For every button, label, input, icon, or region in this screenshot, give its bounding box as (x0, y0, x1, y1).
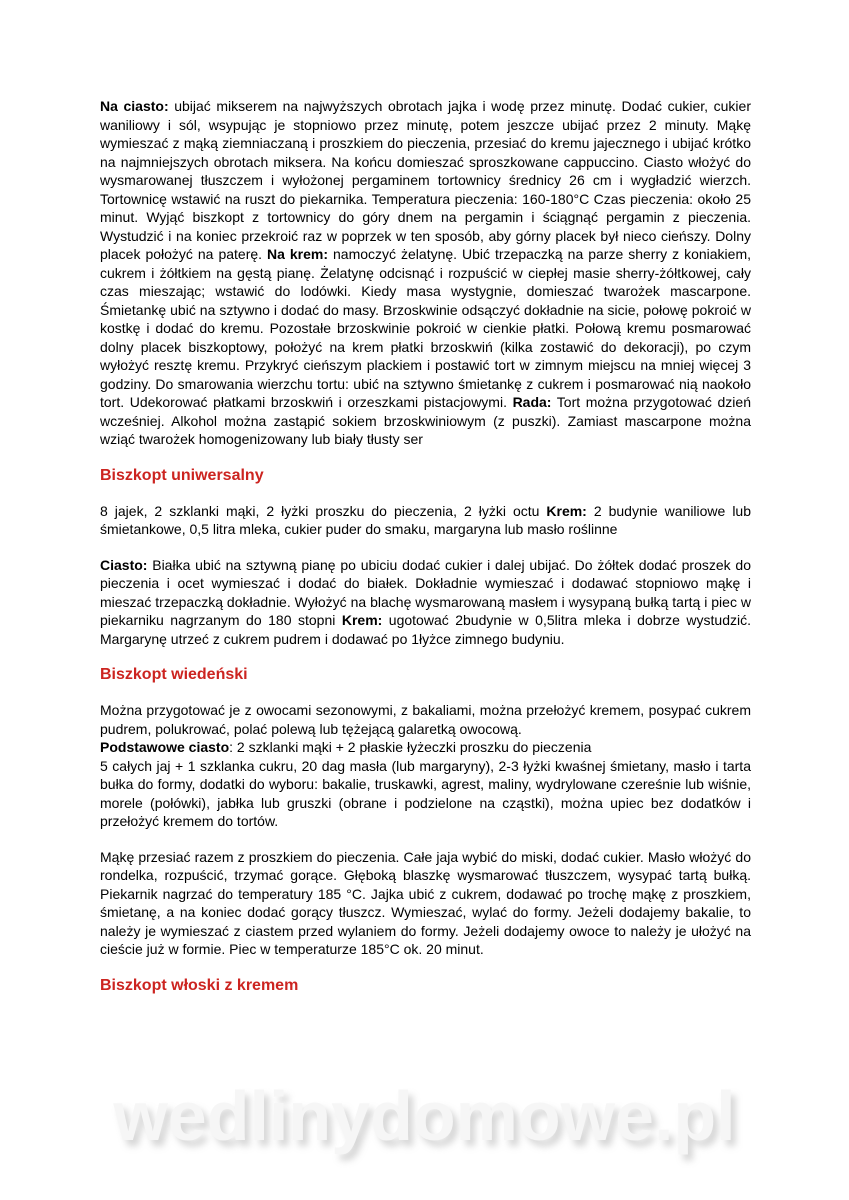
section-heading: Biszkopt włoski z kremem (100, 976, 299, 994)
text-run: 2 budynie waniliowe lub śmietankowe, 0,5 litra mleka, cukier puder do smaku, margaryna lub masło roślinne (100, 502, 751, 537)
bold-text-run: Na ciasto: (100, 98, 169, 114)
bold-text-run: Na krem: (267, 246, 329, 262)
text-run: Tort można przygotować dzień wcześniej. Alkohol można zastąpić sokiem brzoskwiniowym (z puszki). Zamiast mascarpone można wziąć twarożek homogenizowany lub biały tłusty ser (100, 394, 751, 447)
recipe-paragraph (100, 556, 751, 649)
text-run: : 2 szklanki mąki + 2 płaskie łyżeczki proszku do pieczenia (229, 739, 592, 755)
bold-text-run: Ciasto: (100, 556, 148, 573)
bold-text-run: Krem: (341, 612, 383, 628)
section-heading: Biszkopt uniwersalny (100, 466, 264, 484)
text-run: Można przygotować je z owocami sezonowymi, z bakaliami, można przełożyć kremem, posypać cukrem pudrem, polukrować, polać polewą lub tężejącą galaretką owocową. (100, 702, 751, 737)
watermark-text: wedlinydomowe.pl (113, 1077, 736, 1155)
bold-text-run: Krem: (546, 502, 587, 519)
recipe-paragraph (100, 97, 751, 449)
text-run: Białka ubić na sztywną pianę po ubiciu dodać cukier i dalej ubijać. Do żółtek dodać proszek do pieczenia i ocet wymieszać i dodać do białek. Dokładnie wymieszać i dodawać stopniowo mąkę i mieszać trzepaczką dokładnie. Wyłożyć na blachę wysmarowaną masłem i wysypaną bułką tartą i piec w piekarniku nagrzanym do 180 stopni (100, 556, 751, 628)
text-run: namoczyć żelatynę. Ubić trzepaczką na parze sherry z koniakiem, cukrem i żółtkiem na gęstą pianę. Żelatynę odcisnąć i rozpuścić w ciepłej masie sherry-żółtkowej, cały czas mieszając; wstawić do lodówki. Kiedy masa wystygnie, domieszać twarożek mascarpone. Śmietankę ubić na sztywno i dodać do masy. Brzoskwinie odsączyć dokładnie na sicie, połowę pokroić w kostkę i dodać do kremu. Pozostałe brzoskwinie pokroić w cienkie płatki. Połową kremu posmarować dolny placek biszkoptowy, położyć na krem płatki brzoskwiń (kilka zostawić do dekoracji), po czym wyłożyć resztę kremu. Przykryć cieńszym plackiem i postawić tort w zimnym miejscu na mniej więcej 3 godziny. Do smarowania wierzchu tortu: ubić na sztywno śmietankę z cukrem i posmarować nią naokoło tort. Udekorować płatkami brzoskwiń i orzeszkami pistacjowymi. (100, 246, 752, 410)
recipe-paragraph (100, 502, 751, 539)
text-run: 5 całych jaj + 1 szklanka cukru, 20 dag masła (lub margaryny), 2-3 łyżki kwaśnej śmietany, masło i tarta bułka do formy, dodatki do wyboru: bakalie, truskawki, agrest, maliny, wydrylowane czereśnie lub wiśnie, morele (połówki), jabłka lub gruszki (obrane i podzielone na cząstki), można upiec bez dodatków i przełożyć kremem do tortów. (100, 757, 751, 829)
recipe-paragraph (100, 701, 751, 831)
text-run: ugotować 2budynie w 0,5litra mleka i dobrze wystudzić. Margarynę utrzeć z cukrem pudrem i dodawać po 1łyżce zimnego budyniu. (100, 612, 751, 647)
recipe-paragraph (100, 848, 751, 959)
bold-text-run: Rada: (512, 394, 552, 410)
bold-text-run: Podstawowe ciasto (100, 739, 230, 755)
text-run: ubijać mikserem na najwyższych obrotach jajka i wodę przez minutę. Dodać cukier, cukier waniliowy i sól, wsypując je stopniowo przez minutę, potem jeszcze ubijać przez 2 minuty. Mąkę wymieszać z mąką ziemniaczaną i proszkiem do pieczenia, przesiać do kremu jajecznego i ubijać krótko na najmniejszych obrotach miksera. Na końcu domieszać sproszkowane cappuccino. Ciasto włożyć do wysmarowanej tłuszczem i wyłożonej pergaminem tortownicy średnicy 26 cm i wygładzić wierzch. Tortownicę wstawić na ruszt do piekarnika. Temperatura pieczenia: 160-180°C Czas pieczenia: około 25 minut. Wyjąć biszkopt z tortownicy do góry dnem na pergamin i ściągnąć pergamin z pieczenia. Wystudzić i na koniec przekroić raz w poprzek w ten sposób, aby górny placek był nieco cieńszy. Dolny placek położyć na paterę. (100, 98, 751, 262)
text-run: 8 jajek, 2 szklanki mąki, 2 łyżki proszku do pieczenia, 2 łyżki octu (100, 502, 547, 519)
text-run: Mąkę przesiać razem z proszkiem do pieczenia. Całe jaja wybić do miski, dodać cukier. Masło włożyć do rondelka, rozpuścić, trzymać gorące. Głęboką blaszkę wysmarować tłuszczem, wysypać tartą bułką. Piekarnik nagrzać do temperatury 185 °C. Jajka ubić z cukrem, dodawać po trochę mąkę z proszkiem, śmietanę, a na koniec dodać gorący tłuszcz. Wymieszać, wylać do formy. Jeżeli dodajemy bakalie, to należy je wymieszać z ciastem przed wylaniem do formy. Jeżeli dodajemy owoce to należy je ułożyć na cieście już w formie. Piec w temperaturze 185°C ok. 20 minut. (100, 848, 751, 957)
section-heading: Biszkopt wiedeński (100, 666, 248, 683)
document-body (100, 97, 751, 1012)
